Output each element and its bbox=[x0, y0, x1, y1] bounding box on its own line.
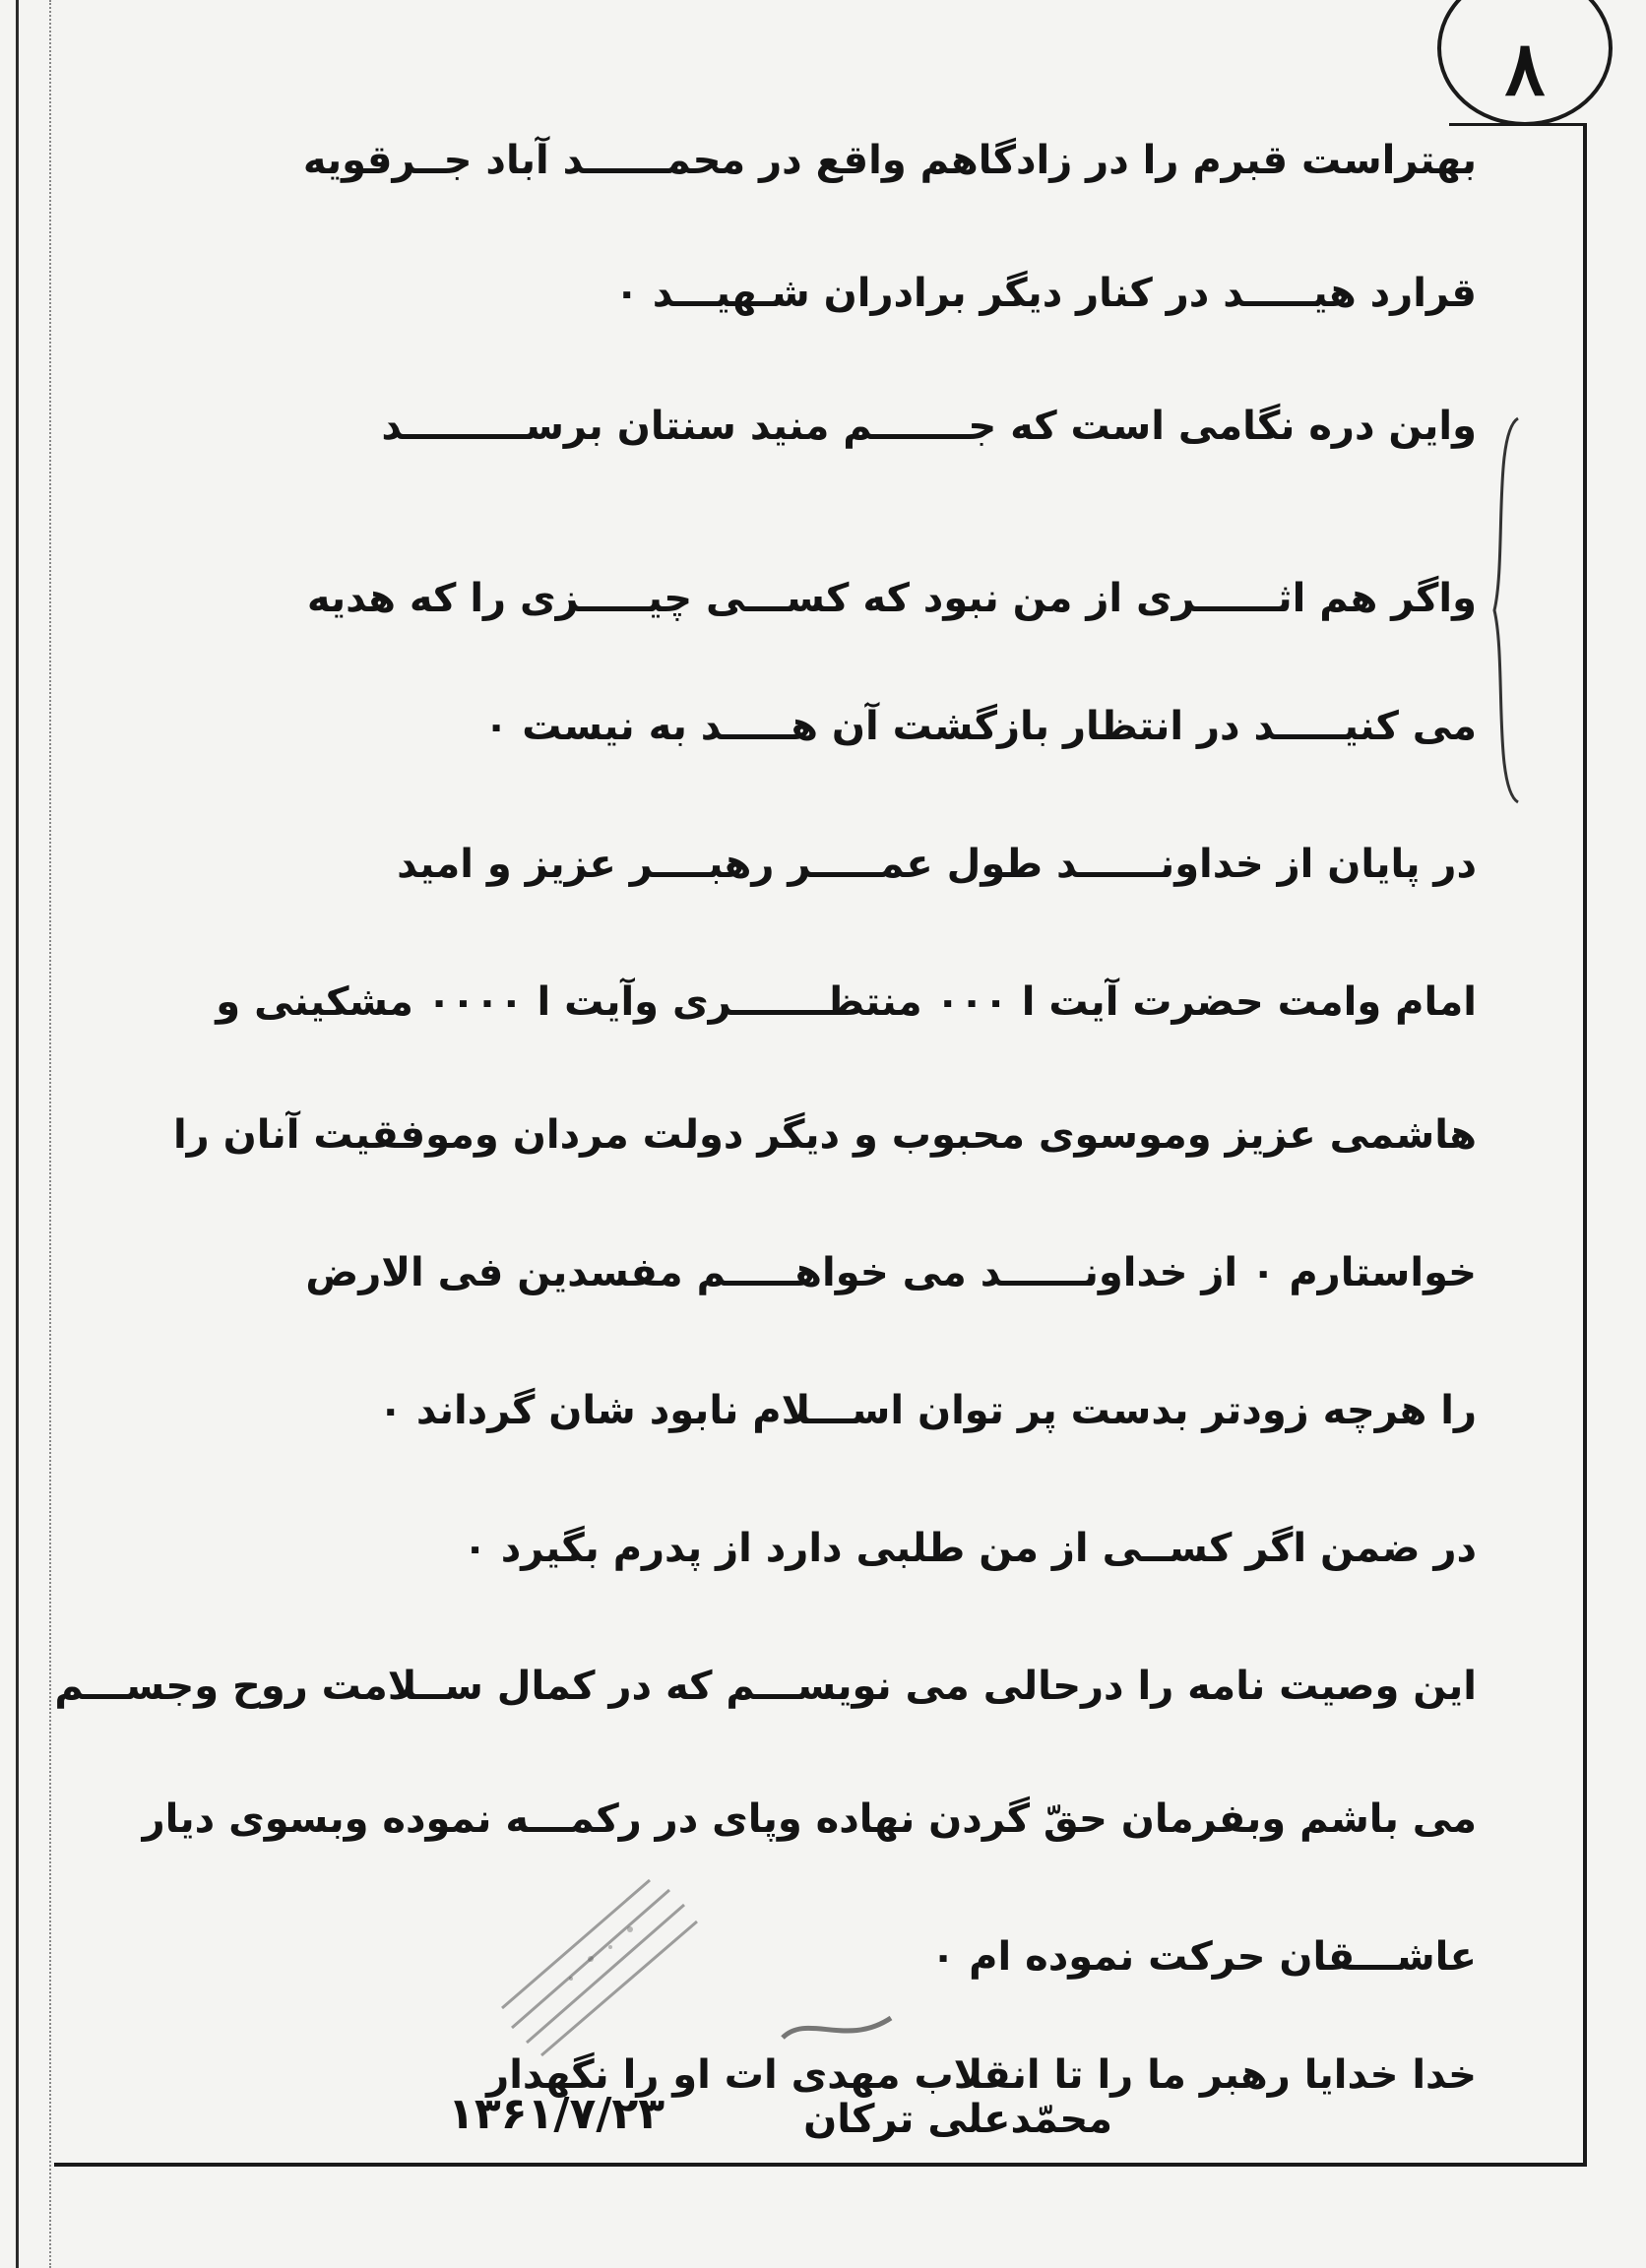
text-line: را هرچه زودتر بدست پر توان اســـلام نابود شان گرداند ٠ bbox=[378, 1388, 1477, 1433]
text-line: عاشـــقان حرکت نموده ام ٠ bbox=[930, 1934, 1477, 1980]
ink-smudge bbox=[778, 2008, 896, 2048]
binding-dots bbox=[49, 0, 51, 2268]
text-line: قرارد هیـــــد در کنار دیگر برادران شـهیـــد ٠ bbox=[614, 271, 1477, 316]
page-number: ٨ bbox=[1504, 24, 1546, 112]
text-line: امام وامت حضرت آیت ا ٠٠٠ منتظـــــــری وآیت ا ٠٠٠٠ مشکینی و bbox=[216, 979, 1477, 1025]
text-line: خدا خدایا رهبر ما را تا انقلاب مهدی ات او را نگهدار bbox=[486, 2052, 1477, 2098]
text-line: در ضمن اگر کســی از من طلبی دارد از پدرم بگیرد ٠ bbox=[463, 1526, 1477, 1571]
text-line: این وصیت نامه را درحالی می نویســـم که در کمال ســلامت روح وجســـم bbox=[54, 1664, 1477, 1709]
page-number-circle bbox=[1437, 0, 1613, 126]
page-edge-line bbox=[16, 0, 19, 2268]
date: ۱۳۶۱/۷/۲۳ bbox=[448, 2089, 665, 2139]
margin-brace bbox=[1488, 413, 1528, 807]
signature: محمّدعلی ترکان bbox=[803, 2097, 1112, 2142]
text-line: در پایان از خداونــــــد طول عمـــــر رهبــــر عزیز و امید bbox=[397, 842, 1477, 887]
text-line: بهتراست قبرم را در زادگاهم واقع در محمــــــد آباد جــرقویه bbox=[302, 138, 1477, 183]
text-line: واین دره نگامی است که جـــــــم منید سنتان برســـــــــد bbox=[381, 404, 1477, 449]
text-line: واگر هم اثــــــری از من نبود که کســـی چیـــــزی را که هدیه bbox=[306, 576, 1477, 621]
text-line: می باشم وبفرمان حقّ گردن نهاده وپای در رکمـــه نموده وبسوی دیار bbox=[142, 1796, 1477, 1842]
text-line: خواستارم ٠ از خداونــــــد می خواهـــــم مفسدین فی الارض bbox=[305, 1250, 1477, 1295]
text-line: می کنیـــــد در انتظار بازگشت آن هـــــد به نیست ٠ bbox=[483, 704, 1477, 749]
stamp-mark bbox=[473, 1831, 728, 2087]
text-line: هاشمی عزیز وموسوی محبوب و دیگر دولت مردان وموفقیت آنان را bbox=[172, 1112, 1477, 1158]
